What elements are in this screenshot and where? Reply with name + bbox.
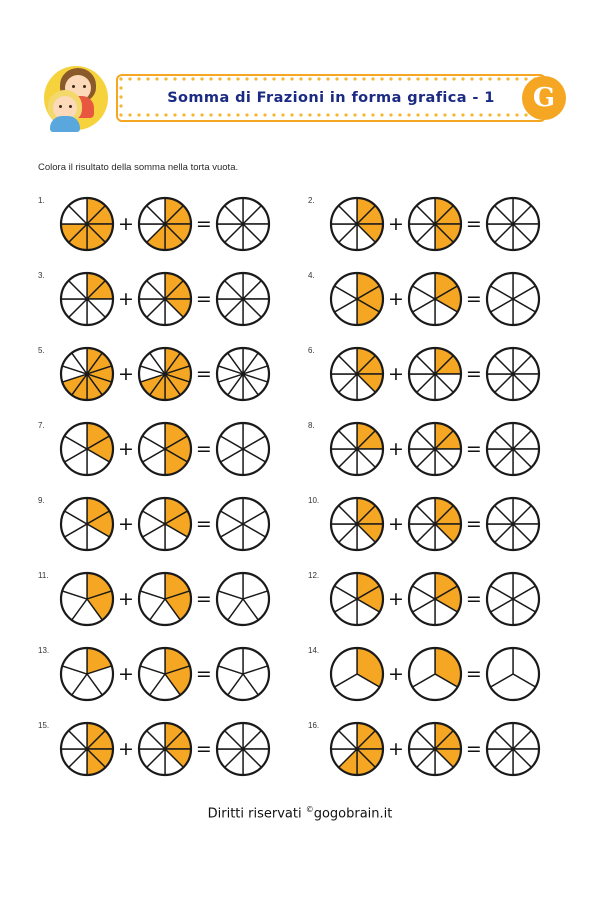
pie-answer-blank [484, 495, 542, 553]
exercise-number: 5. [38, 346, 45, 355]
pie-answer-blank [214, 495, 272, 553]
exercise-number: 15. [38, 721, 50, 730]
equals-operator: = [465, 662, 482, 685]
exercise-row [30, 188, 570, 263]
equals-operator: = [465, 287, 482, 310]
logo-letter: G [532, 83, 556, 113]
pie-addend-a [328, 645, 386, 703]
plus-operator: + [118, 212, 134, 235]
pie-addend-a [58, 270, 116, 328]
pie-addend-a [58, 720, 116, 778]
pie-addend-b [406, 345, 464, 403]
pie-answer-blank [214, 345, 272, 403]
exercise-row [30, 413, 570, 488]
pie-addend-a [58, 345, 116, 403]
pie-addend-a [328, 345, 386, 403]
title-banner [116, 74, 546, 122]
exercise-number: 4. [308, 271, 315, 280]
fraction-equation [328, 495, 542, 553]
pie-addend-a [328, 495, 386, 553]
exercise-number: 13. [38, 646, 50, 655]
plus-operator: + [118, 662, 134, 685]
pie-answer-blank [484, 420, 542, 478]
fraction-equation [58, 270, 272, 328]
pie-answer-blank [484, 570, 542, 628]
pie-answer-blank [484, 345, 542, 403]
exercise-item [300, 413, 570, 488]
pie-answer-blank [214, 420, 272, 478]
plus-operator: + [118, 587, 134, 610]
exercise-number: 7. [38, 421, 45, 430]
pie-answer-blank [214, 720, 272, 778]
fraction-equation [58, 195, 272, 253]
pie-answer-blank [484, 270, 542, 328]
pie-answer-blank [214, 645, 272, 703]
equals-operator: = [465, 437, 482, 460]
fraction-equation [58, 495, 272, 553]
equals-operator: = [195, 737, 212, 760]
pie-addend-b [406, 645, 464, 703]
equals-operator: = [195, 287, 212, 310]
exercise-item [30, 188, 300, 263]
equals-operator: = [465, 737, 482, 760]
plus-operator: + [388, 437, 404, 460]
exercise-number: 14. [308, 646, 320, 655]
fraction-equation [328, 570, 542, 628]
exercise-number: 10. [308, 496, 320, 505]
fraction-equation [58, 720, 272, 778]
pie-addend-a [58, 570, 116, 628]
plus-operator: + [118, 437, 134, 460]
exercise-item [300, 188, 570, 263]
kids-mascot-icon [38, 62, 114, 134]
pie-addend-b [136, 720, 194, 778]
pie-addend-b [406, 420, 464, 478]
footer-site: gogobrain.it [313, 806, 393, 822]
fraction-equation [328, 720, 542, 778]
exercise-item [30, 338, 300, 413]
exercise-number: 3. [38, 271, 45, 280]
plus-operator: + [388, 362, 404, 385]
exercise-item [30, 488, 300, 563]
plus-operator: + [118, 362, 134, 385]
exercise-item [30, 263, 300, 338]
equals-operator: = [465, 362, 482, 385]
exercise-item [300, 713, 570, 788]
exercise-number: 1. [38, 196, 45, 205]
equals-operator: = [465, 587, 482, 610]
exercise-item [300, 263, 570, 338]
pie-addend-b [136, 270, 194, 328]
pie-addend-b [136, 345, 194, 403]
pie-answer-blank [484, 645, 542, 703]
pie-addend-a [58, 495, 116, 553]
pie-addend-b [406, 270, 464, 328]
equals-operator: = [465, 212, 482, 235]
plus-operator: + [118, 737, 134, 760]
fraction-equation [58, 645, 272, 703]
equals-operator: = [195, 587, 212, 610]
pie-addend-b [136, 195, 194, 253]
plus-operator: + [388, 737, 404, 760]
exercise-number: 16. [308, 721, 320, 730]
pie-answer-blank [214, 270, 272, 328]
pie-addend-a [58, 645, 116, 703]
plus-operator: + [388, 287, 404, 310]
exercise-number: 9. [38, 496, 45, 505]
exercise-grid [30, 188, 570, 788]
pie-addend-b [136, 645, 194, 703]
pie-addend-a [328, 195, 386, 253]
instruction-text: Colora il risultato della somma nella torta vuota. [38, 162, 239, 173]
exercise-item [300, 638, 570, 713]
exercise-row [30, 638, 570, 713]
equals-operator: = [195, 362, 212, 385]
exercise-row [30, 488, 570, 563]
exercise-row [30, 263, 570, 338]
footer-credit [0, 805, 600, 821]
exercise-item [300, 338, 570, 413]
pie-addend-b [406, 195, 464, 253]
pie-addend-b [406, 570, 464, 628]
pie-addend-b [136, 570, 194, 628]
equals-operator: = [195, 212, 212, 235]
page-title: Somma di Frazioni in forma grafica - 1 [167, 90, 495, 106]
copyright-symbol: © [305, 805, 314, 814]
fraction-equation [58, 420, 272, 478]
pie-addend-a [328, 270, 386, 328]
pie-answer-blank [484, 195, 542, 253]
equals-operator: = [195, 662, 212, 685]
exercise-row [30, 713, 570, 788]
pie-addend-a [328, 720, 386, 778]
exercise-item [300, 488, 570, 563]
fraction-equation [328, 270, 542, 328]
footer-text: Diritti riservati [207, 806, 306, 822]
gogobrain-logo-icon [522, 76, 566, 120]
exercise-number: 8. [308, 421, 315, 430]
pie-addend-b [136, 495, 194, 553]
exercise-number: 12. [308, 571, 320, 580]
pie-addend-a [58, 420, 116, 478]
exercise-item [30, 413, 300, 488]
exercise-number: 6. [308, 346, 315, 355]
pie-addend-a [58, 195, 116, 253]
pie-addend-a [328, 420, 386, 478]
pie-addend-b [406, 495, 464, 553]
equals-operator: = [465, 512, 482, 535]
exercise-row [30, 563, 570, 638]
exercise-item [30, 713, 300, 788]
plus-operator: + [118, 512, 134, 535]
fraction-equation [328, 420, 542, 478]
pie-addend-b [136, 420, 194, 478]
plus-operator: + [388, 512, 404, 535]
fraction-equation [328, 345, 542, 403]
exercise-row [30, 338, 570, 413]
plus-operator: + [388, 587, 404, 610]
exercise-number: 11. [38, 571, 49, 580]
fraction-equation [328, 195, 542, 253]
fraction-equation [58, 570, 272, 628]
exercise-item [30, 638, 300, 713]
pie-answer-blank [214, 570, 272, 628]
pie-answer-blank [214, 195, 272, 253]
exercise-item [300, 563, 570, 638]
plus-operator: + [118, 287, 134, 310]
fraction-equation [328, 645, 542, 703]
fraction-equation [58, 345, 272, 403]
exercise-item [30, 563, 300, 638]
exercise-number: 2. [308, 196, 315, 205]
equals-operator: = [195, 512, 212, 535]
pie-addend-a [328, 570, 386, 628]
equals-operator: = [195, 437, 212, 460]
plus-operator: + [388, 662, 404, 685]
pie-addend-b [406, 720, 464, 778]
pie-answer-blank [484, 720, 542, 778]
plus-operator: + [388, 212, 404, 235]
worksheet-header [30, 62, 570, 134]
